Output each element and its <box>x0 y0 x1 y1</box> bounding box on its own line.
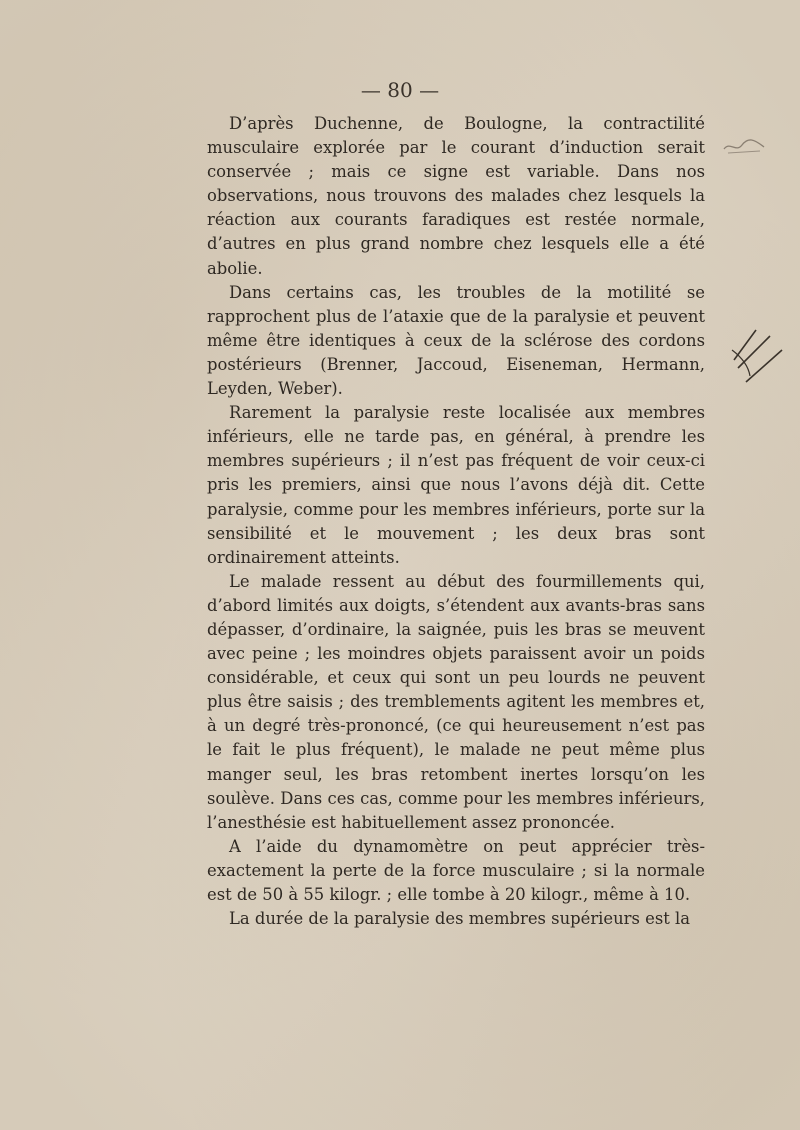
paragraph-5: A l’aide du dynamomètre on peut apprécier très-exactement la perte de la force musculaire ; si la normale est de 50 à 55 kilogr. ; elle tombe à 20 kilogr., même à 10. <box>207 836 705 904</box>
paragraph-2: Dans certains cas, les troubles de la motilité se rapprochent plus de l’ataxie que de la paralysie et peuvent même être identiques à ceux de la sclérose des cordons postérieurs (Brenner, Jaccoud, Eiseneman, Hermann, Leyden, Weber). <box>207 282 705 399</box>
paragraph-4: Le malade ressent au début des fourmillements qui, d’abord limités aux doigts, s’étendent aux avants-bras sans dépasser, d’ordinaire, la saignée, puis les bras se meuvent avec peine ; les moindres objets paraissent avoir un poids considérable, et ceux qui sont un peu lourds ne peuvent plus être saisis ; des tremblements agitent les membres et, à un degré très-prononcé, (ce qui heureusement n’est pas le fait le plus fréquent), le malade ne peut même plus manger seul, les bras retombent inertes lorsqu’on les soulève. Dans ces cas, comme pour les membres inférieurs, l’anesthésie est habituellement assez prononcée. <box>207 571 705 832</box>
body-text <box>207 112 705 931</box>
paragraph-6: La durée de la paralysie des membres supérieurs est la <box>229 909 691 929</box>
paragraph-3: Rarement la paralysie reste localisée aux membres inférieurs, elle ne tarde pas, en général, à prendre les membres supérieurs ; il n’est pas fréquent de voir ceux-ci pris les premiers, ainsi que nous l’avons déjà dit. Cette paralysie, comme pour les membres inférieurs, porte sur la sensibilité et le mouvement ; les deux bras sont ordinairement atteints. <box>207 403 705 567</box>
page-number: — 80 — <box>360 78 440 102</box>
margin-squiggle-mark <box>720 135 768 157</box>
paragraph-1: D’après Duchenne, de Boulogne, la contractilité musculaire explorée par le courant d’induction serait conservée ; mais ce signe est variable. Dans nos observations, nous trouvons des malades chez lesquels la réaction aux courants faradiques est restée normale, d’autres en plus grand nombre chez lesquels elle a été abolie. <box>207 114 705 278</box>
margin-annotation-mark <box>728 320 788 390</box>
